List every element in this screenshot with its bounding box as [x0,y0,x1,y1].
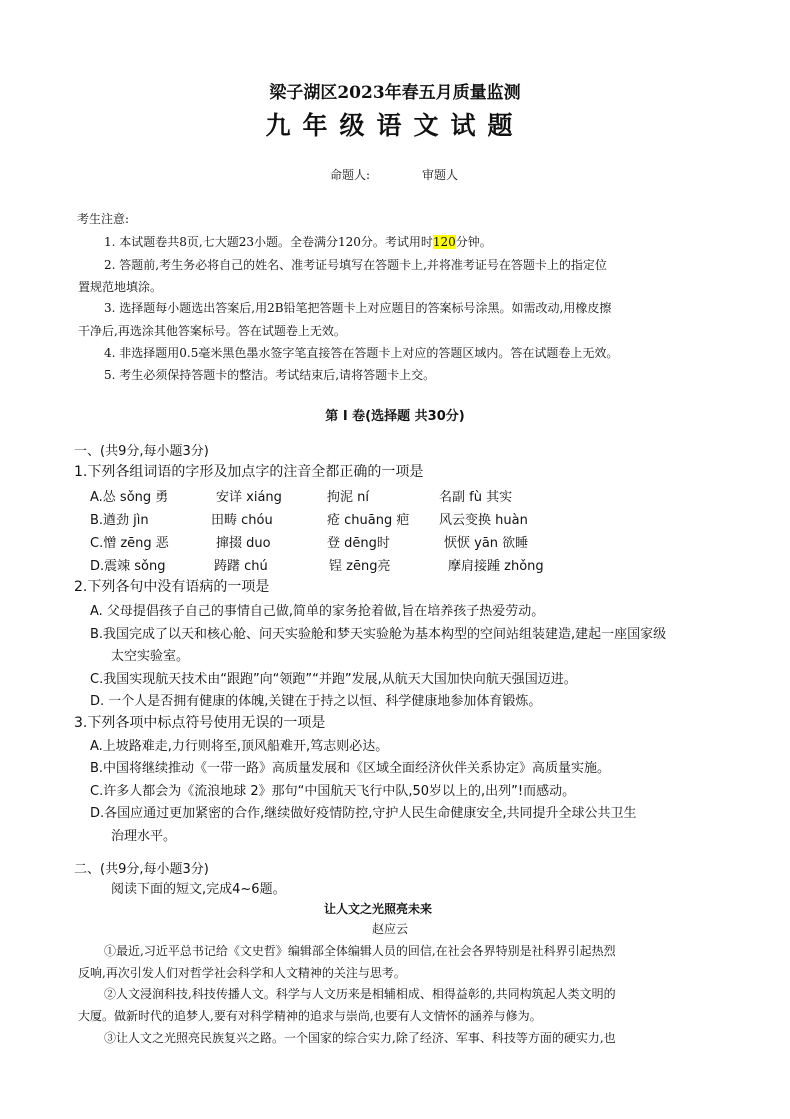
article-p1-line2: 反响,再次引发人们对哲学社会科学和人文精神的关注与思考。 [78,966,406,980]
q1-option-c-4: 恹恹 yān 欲睡 [444,536,529,551]
q3-option-d-line2: 治理水平。 [111,829,177,844]
q2-stem: 2.下列各句中没有语病的一项是 [74,579,270,595]
q1-stem: 1.下列各组词语的字形及加点字的注音全都正确的一项是 [74,464,424,480]
exam-duration-highlight: 120 [432,235,456,249]
section2-heading: 二、(共9分,每小题3分) [74,862,209,877]
q3-option-b: B.中国将继续推动《一带一路》高质量发展和《区域全面经济伙伴关系协定》高质量实施。 [90,761,611,776]
article-p3-line1: ③让人文之光照亮民族复兴之路。一个国家的综合实力,除了经济、军事、科技等方面的硬实力,也 [104,1031,616,1045]
q1-option-d-3: 锃 zēng亮 [329,559,391,574]
notice-item-1-text: 1. 本试题卷共8页,七大题23小题。全卷满分120分。考试用时 [104,235,433,249]
author-label: 命题人: [330,168,371,182]
q2-option-d: D. 一个人是否拥有健康的体魄,关键在于持之以恒、科学健康地参加体育锻炼。 [90,694,542,709]
section2-intro: 阅读下面的短文,完成4~6题。 [111,882,286,897]
part1-heading: 第 I 卷(选择题 共30分) [325,409,465,424]
exam-title-line2: 九年级语文试题 [265,111,525,140]
exam-title-line1: 梁子湖区2023年春五月质量监测 [269,83,521,103]
q2-option-a: A. 父母提倡孩子自己的事情自己做,简单的家务抢着做,旨在培养孩子热爱劳动。 [90,604,545,619]
q1-option-c-3: 登 dēng时 [327,536,390,551]
notice-item-1 [104,233,492,250]
q1-option-b-2: 田畴 chóu [211,513,273,528]
notice-item-2-line1: 2. 答题前,考生务必将自己的姓名、准考证号填写在答题卡上,并将准考证号在答题卡上的指定位 [104,258,607,272]
notice-item-4: 4. 非选择题用0.5毫米黑色墨水签字笔直接答在答题卡上对应的答题区域内。答在试题卷上无效。 [104,346,619,360]
q2-option-b-line1: B.我国完成了以天和核心舱、问天实验舱和梦天实验舱为基本构型的空间站组装建造,建起一座国家级 [90,627,667,642]
q2-option-c: C.我国实现航天技术由“跟跑”向“领跑”“并跑”发展,从航天大国加快向航天强国迈进。 [90,672,577,687]
q1-option-d-2: 踌躇 chú [214,559,268,574]
q1-option-b-3: 疮 chuāng 疤 [327,513,410,528]
article-author: 赵应云 [372,922,409,936]
q3-option-a: A.上坡路难走,力行则将至,顶风船难开,笃志则必达。 [90,739,389,754]
article-p1-line1: ①最近,习近平总书记给《文史哲》编辑部全体编辑人员的回信,在社会各界特别是社科界引起热烈 [104,944,616,958]
q1-option-a-2: 安详 xiáng [216,490,282,505]
q3-stem: 3.下列各项中标点符号使用无误的一项是 [74,715,326,731]
notice-item-2-line2: 置规范地填涂。 [78,280,163,294]
notice-item-5: 5. 考生必须保持答题卡的整洁。考试结束后,请将答题卡上交。 [104,368,436,382]
reviewer-label: 审题人 [422,168,459,182]
q2-option-b-line2: 太空实验室。 [111,649,190,664]
notice-heading: 考生注意: [77,212,130,226]
q1-option-a-1: A.怂 sǒng 勇 [90,490,169,505]
notice-item-3-line2: 干净后,再选涂其他答案标号。答在试题卷上无效。 [78,324,346,338]
article-title: 让人文之光照亮未来 [324,902,433,916]
q1-option-a-4: 名副 fù 其实 [439,490,513,505]
section1-heading: 一、(共9分,每小题3分) [74,444,209,459]
q1-option-d-1: D.震竦 sǒng [90,559,166,574]
q1-option-c-1: C.憎 zēng 恶 [90,536,169,551]
notice-item-3-line1: 3. 选择题每小题选出答案后,用2B铅笔把答题卡上对应题目的答案标号涂黑。如需改动,用橡皮擦 [104,301,612,315]
q3-option-c: C.许多人都会为《流浪地球 2》那句“中国航天飞行中队,50岁以上的,出列”!而感动。 [90,784,576,799]
q1-option-b-1: B.遒劲 jìn [90,513,149,528]
article-p2-line2: 大厦。做新时代的追梦人,要有对科学精神的追求与崇尚,也要有人文情怀的涵养与修为。 [78,1009,542,1023]
q1-option-d-4: 摩肩接踵 zhǒng [448,559,544,574]
notice-item-1-end: 分钟。 [455,235,492,249]
q1-option-c-2: 撺掇 duo [216,536,271,551]
q3-option-d-line1: D.各国应通过更加紧密的合作,继续做好疫情防控,守护人民生命健康安全,共同提升全球公共卫生 [90,806,637,821]
q1-option-b-4: 风云变换 huàn [439,513,528,528]
q1-option-a-3: 拘泥 ní [327,490,369,505]
article-p2-line1: ②人文浸润科技,科技传播人文。科学与人文历来是相辅相成、相得益彰的,共同构筑起人类文明的 [104,987,616,1001]
